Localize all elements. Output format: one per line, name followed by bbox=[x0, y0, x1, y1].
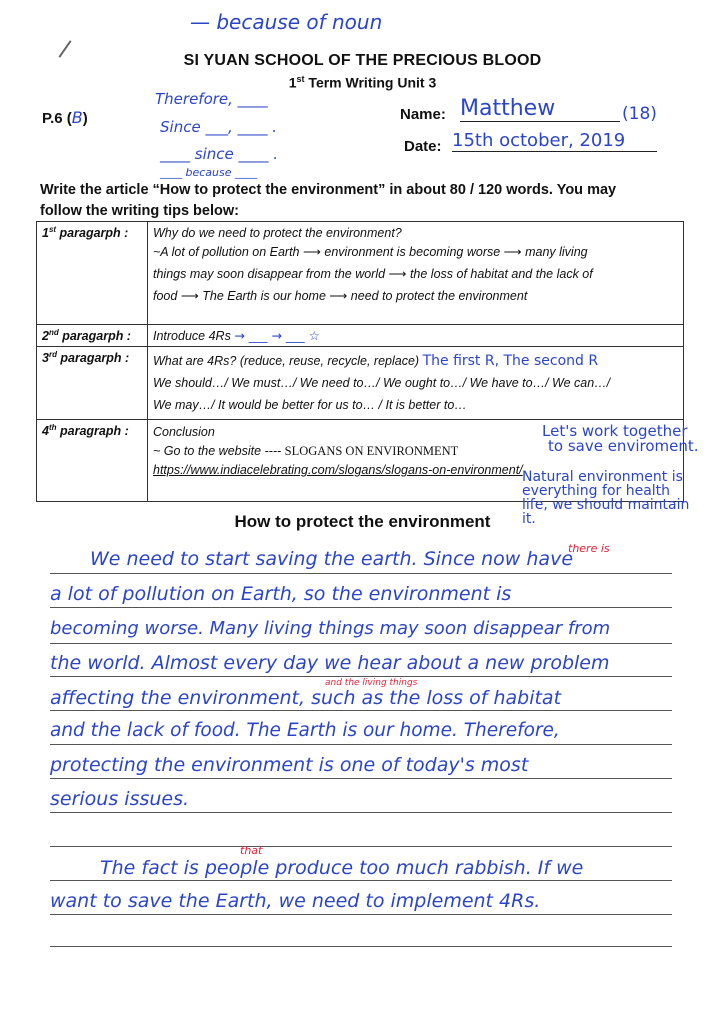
name-label: Name: bbox=[400, 106, 446, 123]
writing-line bbox=[50, 812, 672, 813]
correction-living-things: and the living things bbox=[325, 678, 418, 688]
p1-rest: paragarph : bbox=[56, 226, 129, 241]
margin-note-4: ____ because ____ bbox=[160, 166, 258, 179]
writing-line bbox=[50, 880, 672, 881]
writing-line bbox=[50, 676, 672, 677]
essay-line-4: the world. Almost every day we hear about a new problem bbox=[50, 652, 610, 674]
paragraph-1-tips bbox=[148, 222, 684, 325]
p4-line-1: Conclusion bbox=[153, 425, 215, 440]
margin-note-1: Therefore, ____ bbox=[155, 90, 268, 108]
website-link[interactable]: https://www.indiacelebrating.com/slogans/slogans-on-environment/ bbox=[153, 463, 523, 478]
margin-note-2: Since ___, ____ . bbox=[160, 118, 278, 136]
p2-hand: → ___ → ___ ☆ bbox=[234, 328, 320, 343]
name-number: (18) bbox=[622, 104, 657, 124]
essay-line-8: serious issues. bbox=[50, 788, 190, 810]
instructions bbox=[40, 180, 660, 222]
paragraph-2-tips bbox=[148, 325, 684, 347]
class-label: P.6 ( bbox=[42, 110, 72, 127]
arrow-icon: ⟶ bbox=[388, 267, 407, 281]
top-note: — because of noun bbox=[190, 10, 383, 34]
writing-line bbox=[50, 914, 672, 915]
term-number: 1 bbox=[288, 74, 297, 91]
essay-line-2: a lot of pollution on Earth, so the environment is bbox=[50, 583, 512, 605]
side-notes bbox=[542, 424, 699, 454]
p1-line-a bbox=[153, 241, 678, 263]
p1-line-b bbox=[153, 263, 678, 285]
writing-tips-table bbox=[36, 221, 684, 502]
term-rest: Term Writing Unit 3 bbox=[304, 74, 437, 91]
essay-line-6: and the lack of food. The Earth is our home. Therefore, bbox=[50, 720, 560, 741]
p3-hand: The first R, The second R bbox=[422, 353, 599, 370]
correction-that: that bbox=[240, 844, 263, 857]
p1-f: food bbox=[153, 289, 178, 303]
side-note-5: life, we should maintain bbox=[522, 497, 690, 513]
p1-g: The Earth is our home bbox=[202, 289, 326, 303]
term-line bbox=[0, 74, 725, 91]
p4-sup: th bbox=[48, 423, 57, 433]
date-label: Date: bbox=[404, 138, 442, 155]
arrow-icon: ⟶ bbox=[503, 245, 522, 259]
p1-a: ~A lot of pollution on Earth bbox=[153, 245, 300, 259]
writing-line bbox=[50, 643, 672, 644]
p1-e: the loss of habitat and the lack of bbox=[409, 267, 593, 281]
p2-text: Introduce 4Rs bbox=[153, 329, 231, 343]
p1-h: need to protect the environment bbox=[350, 289, 528, 303]
writing-line bbox=[50, 778, 672, 779]
tips-row-3 bbox=[37, 347, 684, 420]
paragraph-1-label bbox=[37, 222, 148, 325]
paragraph-2-label bbox=[37, 325, 148, 347]
p4-num: 4 bbox=[42, 424, 49, 439]
date-value: 15th october, 2019 bbox=[452, 130, 657, 152]
side-note-4: everything for health bbox=[522, 483, 671, 499]
p3-num: 3 bbox=[42, 351, 49, 366]
p3-rest: paragarph : bbox=[56, 351, 130, 366]
essay-line-3: becoming worse. Many living things may soon disappear from bbox=[50, 618, 611, 639]
p1-num: 1 bbox=[42, 226, 49, 241]
essay-title: How to protect the environment bbox=[234, 512, 491, 531]
margin-note-3: ____ since ____ . bbox=[160, 145, 279, 163]
side-note-2: to save enviroment. bbox=[548, 437, 699, 455]
p3-line-2: We should…/ We must…/ We need to…/ We ought to…/ We have to…/ We can…/ bbox=[153, 376, 611, 391]
side-note-1: Let's work together bbox=[542, 422, 688, 440]
essay-line-9: The fact is people produce too much rabbish. If we bbox=[100, 857, 584, 879]
slogan-text: SLOGANS ON ENVIRONMENT bbox=[284, 444, 459, 459]
arrow-icon: ⟶ bbox=[180, 289, 199, 303]
arrow-icon: ⟶ bbox=[303, 245, 321, 259]
p3-line-1 bbox=[153, 350, 678, 372]
p2-sup: nd bbox=[48, 328, 59, 337]
p1-sup: st bbox=[48, 225, 57, 234]
tips-row-2 bbox=[37, 325, 684, 347]
correction-there-is: there is bbox=[568, 542, 610, 555]
paragraph-3-label bbox=[37, 347, 148, 420]
writing-line bbox=[50, 607, 672, 608]
p3-line-3: We may…/ It would be better for us to… / It is better to… bbox=[153, 398, 467, 413]
tips-row-1 bbox=[37, 222, 684, 325]
arrow-icon: ⟶ bbox=[329, 289, 348, 303]
name-value: Matthew bbox=[460, 96, 620, 122]
p1-question: Why do we need to protect the environment? bbox=[153, 226, 402, 240]
writing-line bbox=[50, 573, 672, 574]
p1-line-c bbox=[153, 285, 678, 307]
side-note-3: Natural environment is bbox=[522, 469, 683, 485]
class-close: ) bbox=[82, 110, 88, 127]
writing-line bbox=[50, 744, 672, 745]
p1-b: environment is becoming worse bbox=[324, 245, 501, 259]
class-field bbox=[42, 108, 88, 127]
p3-q: What are 4Rs? (reduce, reuse, recycle, replace) bbox=[153, 354, 420, 369]
instructions-line-1: Write the article “How to protect the environment” in about 80 / 120 words. You may bbox=[40, 182, 617, 198]
p1-c: many living bbox=[525, 245, 588, 259]
p2-num: 2 bbox=[42, 329, 49, 344]
instructions-line-2: follow the writing tips below: bbox=[40, 203, 239, 219]
essay-line-7: protecting the environment is one of today's most bbox=[50, 754, 529, 776]
p1-d: things may soon disappear from the world bbox=[153, 267, 386, 281]
p2-rest: paragarph : bbox=[58, 329, 131, 344]
term-ordinal: st bbox=[296, 74, 305, 84]
side-note-6: it. bbox=[522, 511, 536, 527]
essay-line-1: We need to start saving the earth. Since now have bbox=[90, 548, 574, 570]
school-name: SI YUAN SCHOOL OF THE PRECIOUS BLOOD bbox=[183, 52, 542, 69]
writing-line bbox=[50, 946, 672, 947]
essay-line-10: want to save the Earth, we need to implement 4Rs. bbox=[50, 890, 541, 912]
writing-line bbox=[50, 710, 672, 711]
essay-line-5: affecting the environment, such as the loss of habitat bbox=[50, 687, 562, 709]
writing-line bbox=[50, 846, 672, 847]
class-value: B bbox=[71, 108, 83, 127]
p4-text: ~ Go to the website ---- bbox=[153, 444, 285, 459]
paragraph-4-label bbox=[37, 420, 148, 502]
p4-rest: paragraph : bbox=[56, 424, 129, 439]
p3-sup: rd bbox=[48, 350, 57, 360]
paragraph-3-tips bbox=[148, 347, 684, 420]
